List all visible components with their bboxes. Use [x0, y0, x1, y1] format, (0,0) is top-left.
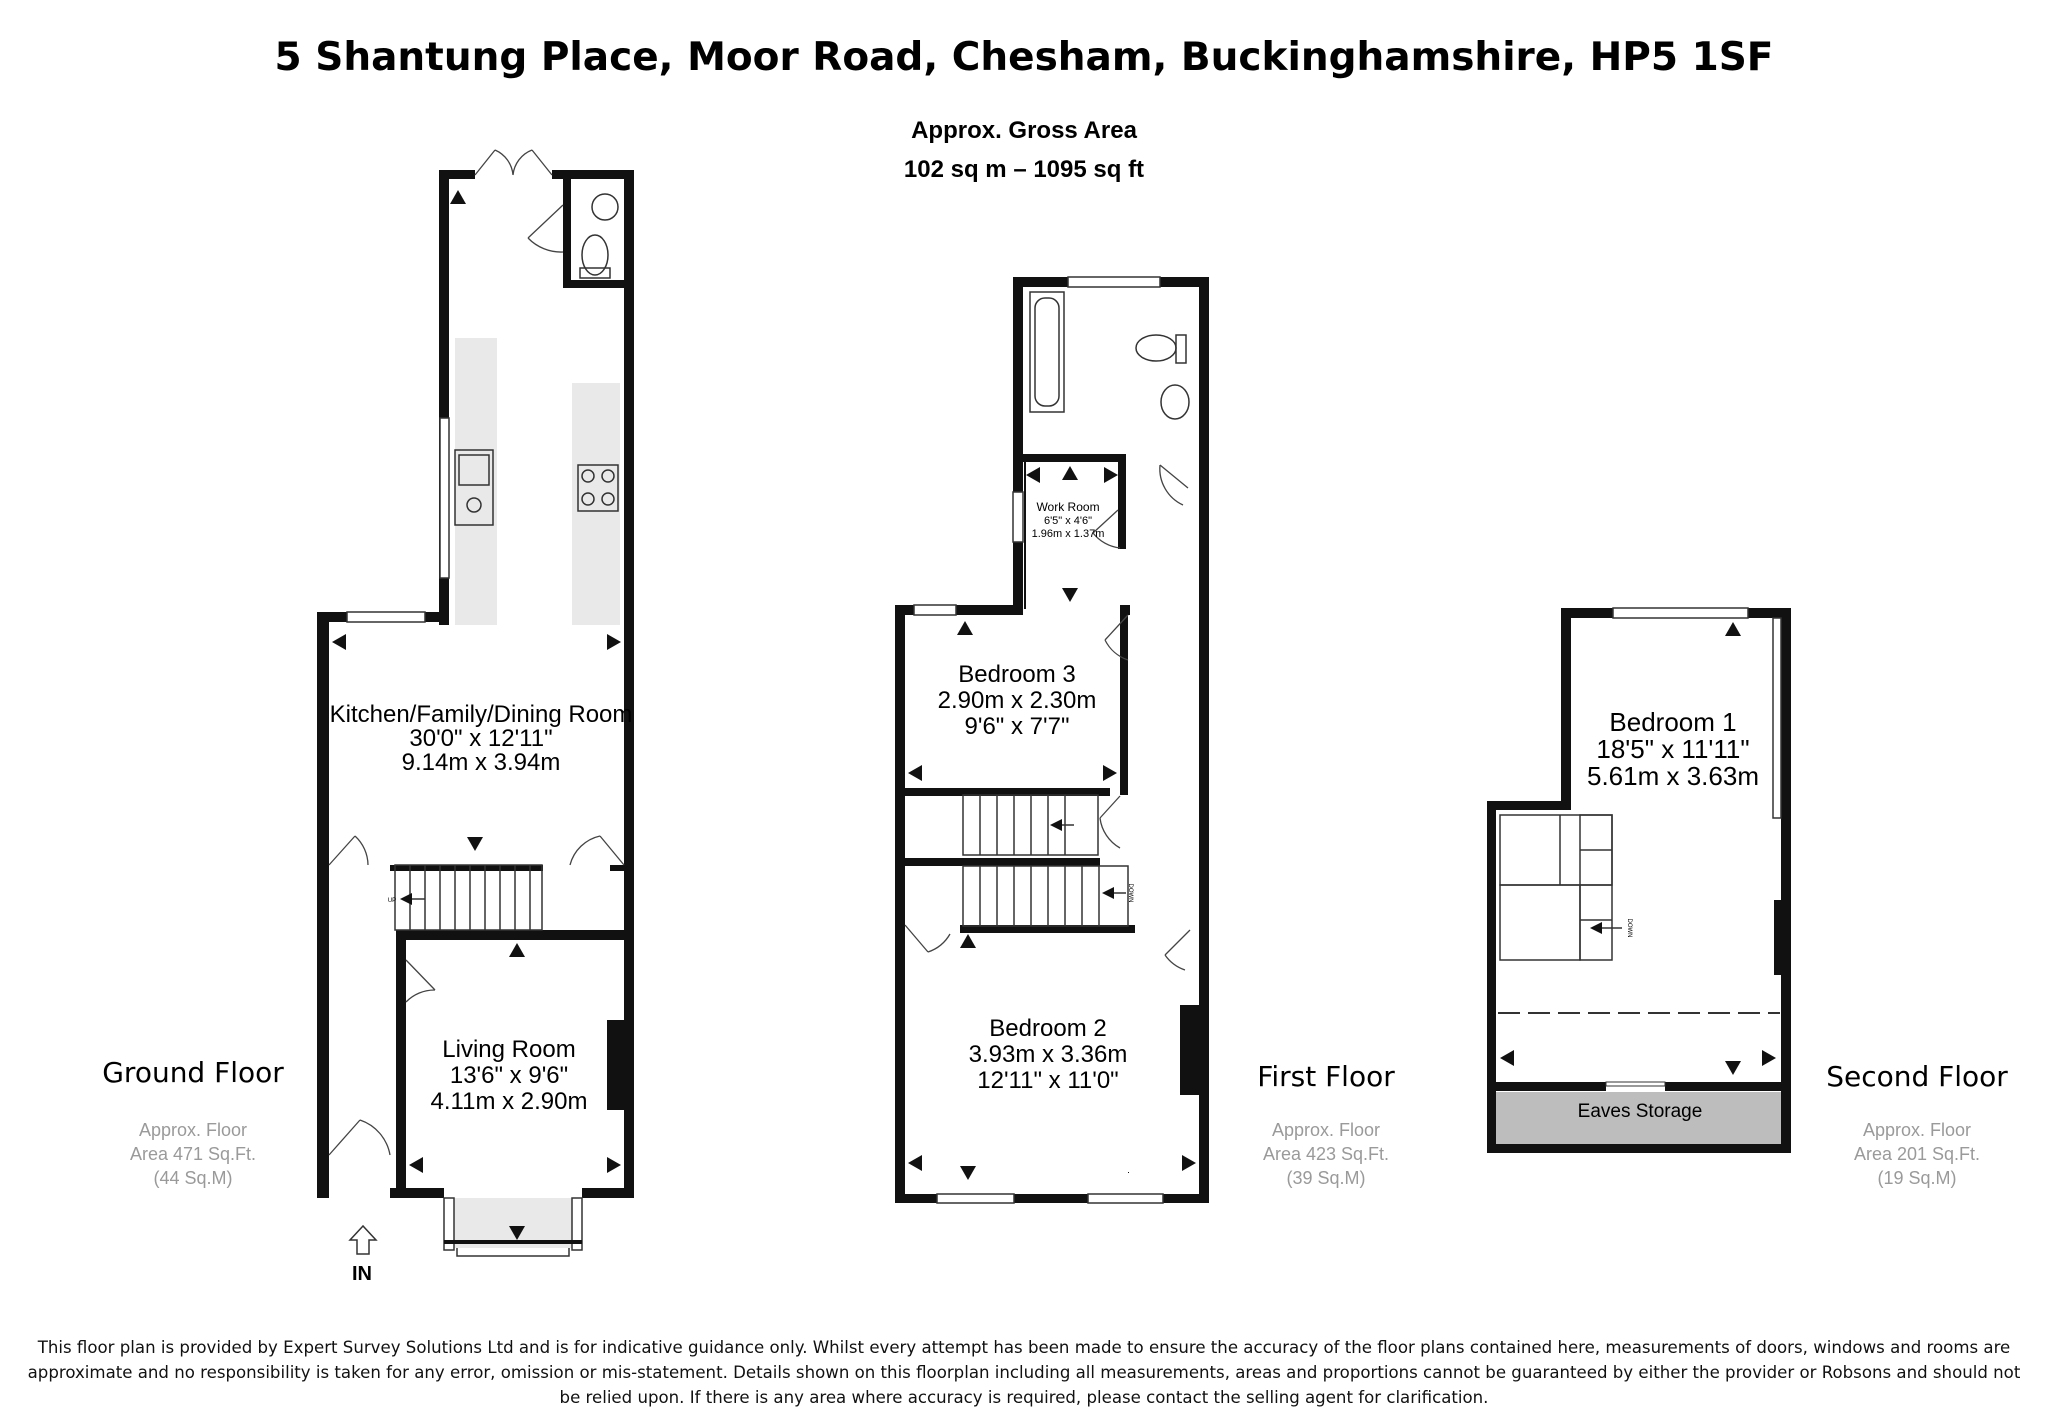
stair-treads — [410, 865, 530, 930]
wall — [895, 605, 905, 1203]
stair-down-label: DOWN — [1127, 883, 1133, 903]
window — [440, 418, 449, 578]
kitchen-name: Kitchen/Family/Dining Room — [329, 701, 633, 728]
stair-up-label: UP — [387, 898, 397, 904]
door-swing — [329, 1120, 390, 1155]
living-name: Living Room — [442, 1036, 576, 1063]
wall — [1024, 454, 1026, 609]
wall — [1013, 277, 1023, 615]
wall — [563, 170, 571, 288]
first-floor-plan — [895, 277, 1395, 1203]
wall — [1118, 454, 1126, 549]
window — [1773, 618, 1781, 818]
dimension-arrow-icon — [450, 190, 466, 204]
window — [914, 605, 956, 615]
door-swing — [1100, 796, 1120, 848]
stair-down-arrow-icon — [1102, 887, 1114, 899]
gross-area-value: 102 sq m – 1095 sq ft — [903, 156, 1145, 183]
living-metric: 4.11m x 2.90m — [430, 1088, 588, 1115]
dimension-arrow-icon — [960, 1166, 976, 1180]
bedroom1-name: Bedroom 1 — [1609, 707, 1737, 737]
first-floor-area-line3: (39 Sq.M) — [1286, 1168, 1366, 1188]
door-swing — [905, 925, 950, 952]
workroom-metric: 1.96m x 1.37m — [1031, 528, 1105, 540]
wall — [1781, 608, 1791, 1153]
wall — [1561, 608, 1613, 618]
dimension-arrow-icon — [908, 765, 922, 781]
kitchen-counter-left — [455, 338, 497, 625]
dimension-arrow-icon — [1062, 588, 1078, 602]
door-swing — [406, 960, 435, 1002]
dimension-arrow-icon — [908, 1155, 922, 1171]
wall — [1561, 608, 1571, 808]
kitchen-metric: 9.14m x 3.94m — [401, 749, 561, 776]
toilet-cistern-icon — [1176, 335, 1186, 363]
first-floor-area-line2: Area 423 Sq.Ft. — [1262, 1144, 1390, 1164]
workroom-name: Work Room — [1036, 500, 1100, 514]
door-swing — [1160, 465, 1188, 505]
ground-floor-plan — [102, 150, 634, 1285]
wall — [1665, 1082, 1781, 1091]
dimension-arrow-icon — [1762, 1050, 1776, 1066]
wall — [425, 612, 449, 622]
bath-inner-icon — [1035, 298, 1059, 406]
wall — [1487, 1144, 1791, 1153]
ground-floor-area-line2: Area 471 Sq.Ft. — [129, 1144, 257, 1164]
stair-down-arrow-icon — [1050, 819, 1062, 831]
stair-up-arrow-icon — [400, 893, 412, 905]
wall — [1120, 605, 1128, 795]
dimension-arrow-icon — [607, 1157, 621, 1173]
door-swing — [1165, 930, 1190, 970]
wall — [1180, 1005, 1199, 1095]
door-swing — [528, 205, 563, 252]
stair-down-label: DOWN — [1626, 918, 1632, 938]
dimension-arrow-icon — [1725, 622, 1741, 636]
window — [1613, 608, 1748, 618]
kitchen-imperial: 30'0" x 12'11" — [409, 725, 553, 752]
wall — [610, 865, 634, 871]
wall — [1128, 1172, 1129, 1173]
dimension-arrow-icon — [607, 634, 621, 650]
dimension-arrow-icon — [1062, 466, 1078, 480]
wall — [1487, 801, 1496, 1153]
second-floor-name: Second Floor — [1826, 1060, 2008, 1093]
wall — [624, 170, 634, 1198]
dimension-arrow-icon — [332, 634, 346, 650]
stair-treads — [980, 866, 1099, 926]
door-swing — [329, 836, 368, 865]
bedroom2-imperial: 12'11" x 11'0" — [977, 1067, 1119, 1094]
staircase — [963, 866, 1128, 926]
wall — [1163, 1194, 1209, 1203]
wall — [396, 930, 406, 1198]
bedroom1-metric: 5.61m x 3.63m — [1587, 761, 1759, 791]
bedroom3-imperial: 9'6" x 7'7" — [964, 713, 1070, 740]
wall — [317, 612, 329, 1198]
toilet-icon — [1136, 335, 1176, 361]
second-floor-area-line3: (19 Sq.M) — [1877, 1168, 1957, 1188]
wall — [439, 170, 475, 179]
wall — [1199, 277, 1209, 1203]
dimension-arrow-icon — [1500, 1050, 1514, 1066]
gross-area-label: Approx. Gross Area — [911, 117, 1137, 144]
workroom-imperial: 6'5" x 4'6" — [1043, 515, 1093, 527]
page-title: 5 Shantung Place, Moor Road, Chesham, Buckinghamshire, HP5 1SF — [274, 35, 1774, 80]
wall — [1774, 900, 1781, 975]
window — [1068, 277, 1160, 287]
window — [1088, 1194, 1163, 1203]
staircase — [395, 865, 542, 930]
stair-down-arrow-icon — [1590, 922, 1602, 934]
window — [1013, 492, 1023, 542]
door-swing — [570, 836, 624, 865]
dimension-arrow-icon — [960, 934, 976, 948]
dimension-arrow-icon — [467, 837, 483, 851]
dimension-arrow-icon — [957, 621, 973, 635]
dimension-arrow-icon — [509, 943, 525, 957]
bedroom2-name: Bedroom 2 — [989, 1015, 1107, 1042]
staircase — [1580, 815, 1612, 960]
window — [937, 1194, 1014, 1203]
dimension-arrow-icon — [1182, 1155, 1196, 1171]
door-swing — [475, 150, 552, 175]
wall — [390, 865, 543, 871]
first-floor-area-line1: Approx. Floor — [1271, 1120, 1381, 1140]
second-floor-area-line2: Area 201 Sq.Ft. — [1853, 1144, 1981, 1164]
wall — [396, 930, 634, 940]
ground-floor-name: Ground Floor — [102, 1056, 284, 1089]
wall — [607, 1020, 624, 1110]
entrance-arrow-icon — [350, 1226, 376, 1254]
wall — [1496, 1082, 1606, 1091]
wall — [563, 280, 633, 288]
eaves-door — [1606, 1082, 1665, 1086]
wall — [390, 1188, 444, 1198]
second-floor-plan — [1487, 608, 2008, 1188]
entrance-label: IN — [352, 1263, 372, 1285]
ground-floor-area-line1: Approx. Floor — [138, 1120, 248, 1140]
bedroom3-metric: 2.90m x 2.30m — [937, 687, 1097, 714]
basin-icon — [592, 194, 618, 220]
bedroom3-name: Bedroom 3 — [958, 661, 1076, 688]
wall — [582, 1188, 634, 1198]
living-imperial: 13'6" x 9'6" — [449, 1062, 569, 1089]
wall — [1013, 277, 1068, 287]
dimension-arrow-icon — [409, 1157, 423, 1173]
second-floor-area-line1: Approx. Floor — [1862, 1120, 1972, 1140]
ground-floor-area-line3: (44 Sq.M) — [153, 1168, 233, 1188]
wall — [895, 1194, 937, 1203]
disclaimer-text: This floor plan is provided by Expert Survey Solutions Ltd and is for indicative guidance only. Whilst every attempt has been made to ensure the accuracy of the floor plans contained here, measurements of doors, windows and rooms are approximate and no responsibility is taken for any error, omission or mis-statement. Details shown on this floorplan including all measurements, areas and proportions cannot be guaranteed by either the provider or Robsons and should not be relied upon. If there is any area where accuracy is required, please contact the selling agent for clarification. — [27, 1338, 2021, 1407]
staircase — [1500, 885, 1580, 960]
dimension-arrow-icon — [1104, 467, 1118, 483]
wall — [444, 1240, 582, 1244]
wall — [1487, 801, 1571, 810]
bedroom2-metric: 3.93m x 3.36m — [968, 1041, 1128, 1068]
first-floor-name: First Floor — [1257, 1060, 1395, 1093]
wall — [1018, 454, 1123, 462]
toilet-cistern-icon — [580, 268, 610, 278]
bedroom1-imperial: 18'5" x 11'11" — [1596, 734, 1750, 764]
window — [347, 612, 425, 622]
wall — [1014, 1194, 1088, 1203]
kitchen-counter-right — [572, 383, 620, 625]
dimension-arrow-icon — [1725, 1061, 1741, 1075]
wall — [895, 858, 1100, 866]
basin-icon — [1161, 385, 1189, 419]
toilet-icon — [582, 235, 608, 275]
dimension-arrow-icon — [1103, 765, 1117, 781]
dimension-arrow-icon — [1026, 467, 1040, 483]
eaves-storage-label: Eaves Storage — [1577, 1101, 1703, 1122]
